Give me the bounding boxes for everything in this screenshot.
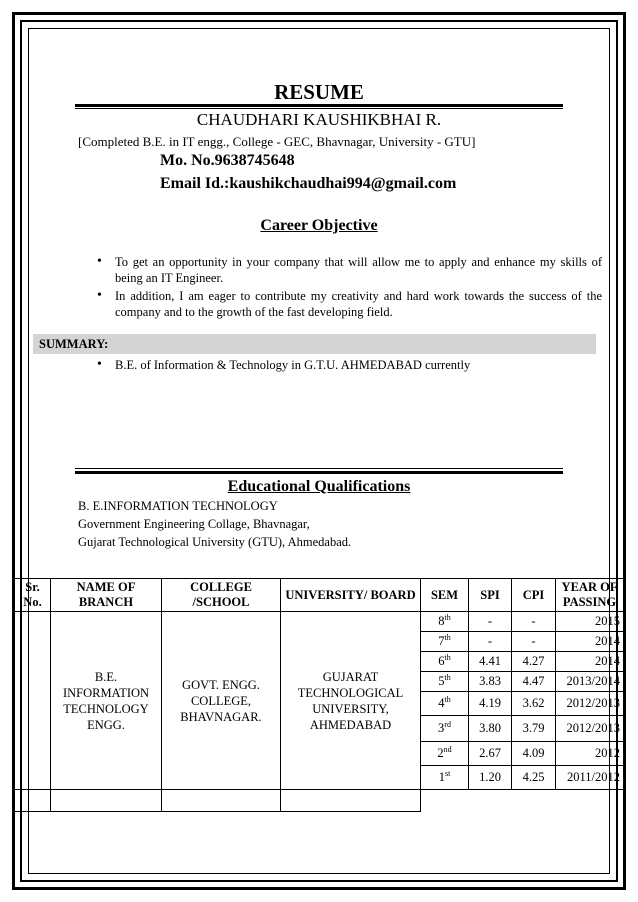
year-cell: 2012/2013 [556, 692, 624, 716]
table-row [15, 790, 624, 812]
education-rule-thin [75, 468, 563, 469]
summary-heading: SUMMARY: [33, 334, 596, 354]
sem-cell: 2nd [421, 742, 469, 766]
qualification-table [14, 578, 624, 812]
sr-no-cell [15, 612, 51, 790]
year-cell: 2011/2012 [556, 766, 624, 790]
email-address: Email Id.:kaushikchaudhai994@gmail.com [160, 175, 457, 192]
year-cell: 2015 [556, 612, 624, 632]
table-row [15, 612, 624, 632]
blank-cell [281, 790, 421, 812]
cpi-cell: - [512, 632, 556, 652]
mobile-number: Mo. No.9638745648 [160, 152, 295, 169]
sem-cell: 7th [421, 632, 469, 652]
career-objective-list [95, 254, 602, 322]
blank-cell [162, 790, 281, 812]
header-spi: SPI [469, 579, 512, 612]
header-year: YEAR OF PASSING [556, 579, 624, 612]
spi-cell: 1.20 [469, 766, 512, 790]
degree-line: B. E.INFORMATION TECHNOLOGY [78, 499, 278, 513]
year-cell: 2012 [556, 742, 624, 766]
spi-cell: - [469, 612, 512, 632]
cpi-cell: 4.09 [512, 742, 556, 766]
summary-list [95, 357, 602, 375]
university-cell: GUJARAT TECHNOLOGICAL UNIVERSITY, AHMEDABAD [281, 612, 421, 790]
branch-cell: B.E. INFORMATION TECHNOLOGY ENGG. [51, 612, 162, 790]
header-cpi: CPI [512, 579, 556, 612]
spi-cell: 4.41 [469, 652, 512, 672]
spi-cell: 3.83 [469, 672, 512, 692]
education-rule [75, 471, 563, 474]
education-heading: Educational Qualifications [227, 478, 411, 495]
year-cell: 2012/2013 [556, 716, 624, 742]
list-item: • To get an opportunity in your company that will allow me to apply and enhance my skills of being an IT Engineer. [115, 254, 602, 286]
cpi-cell: 4.47 [512, 672, 556, 692]
completed-note: [Completed B.E. in IT engg., College - GEC, Bhavnagar, University - GTU] [78, 134, 476, 149]
blank-cell [15, 790, 51, 812]
blank-cell [51, 790, 162, 812]
table-header-row [15, 579, 624, 612]
spi-cell: - [469, 632, 512, 652]
cpi-cell: 4.27 [512, 652, 556, 672]
cpi-cell: 3.79 [512, 716, 556, 742]
sem-cell: 4th [421, 692, 469, 716]
sem-cell: 8th [421, 612, 469, 632]
cpi-cell: 4.25 [512, 766, 556, 790]
year-cell: 2014 [556, 652, 624, 672]
year-cell: 2014 [556, 632, 624, 652]
sem-cell: 5th [421, 672, 469, 692]
sem-cell: 3rd [421, 716, 469, 742]
spi-cell: 3.80 [469, 716, 512, 742]
title-rule-thin [75, 108, 563, 109]
list-item: • B.E. of Information & Technology in G.T.U. AHMEDABAD currently [115, 357, 602, 373]
list-item: • In addition, I am eager to contribute my creativity and hard work towards the success of the company and to the growth of the fast developing field. [115, 288, 602, 320]
cpi-cell: 3.62 [512, 692, 556, 716]
year-cell: 2013/2014 [556, 672, 624, 692]
candidate-name: CHAUDHARI KAUSHIKBHAI R. [196, 110, 442, 129]
header-branch: NAME OF BRANCH [51, 579, 162, 612]
resume-title: RESUME [274, 80, 364, 104]
college-cell: GOVT. ENGG. COLLEGE, BHAVNAGAR. [162, 612, 281, 790]
header-university: UNIVERSITY/ BOARD [281, 579, 421, 612]
sem-cell: 1st [421, 766, 469, 790]
career-objective-heading: Career Objective [260, 217, 378, 234]
sem-cell: 6th [421, 652, 469, 672]
title-rule [75, 104, 563, 107]
spi-cell: 4.19 [469, 692, 512, 716]
cpi-cell: - [512, 612, 556, 632]
spi-cell: 2.67 [469, 742, 512, 766]
header-sr-no: Sr. No. [15, 579, 51, 612]
header-college: COLLEGE /SCHOOL [162, 579, 281, 612]
college-line: Government Engineering Collage, Bhavnagar, [78, 517, 310, 531]
university-line: Gujarat Technological University (GTU), Ahmedabad. [78, 535, 352, 549]
header-sem: SEM [421, 579, 469, 612]
